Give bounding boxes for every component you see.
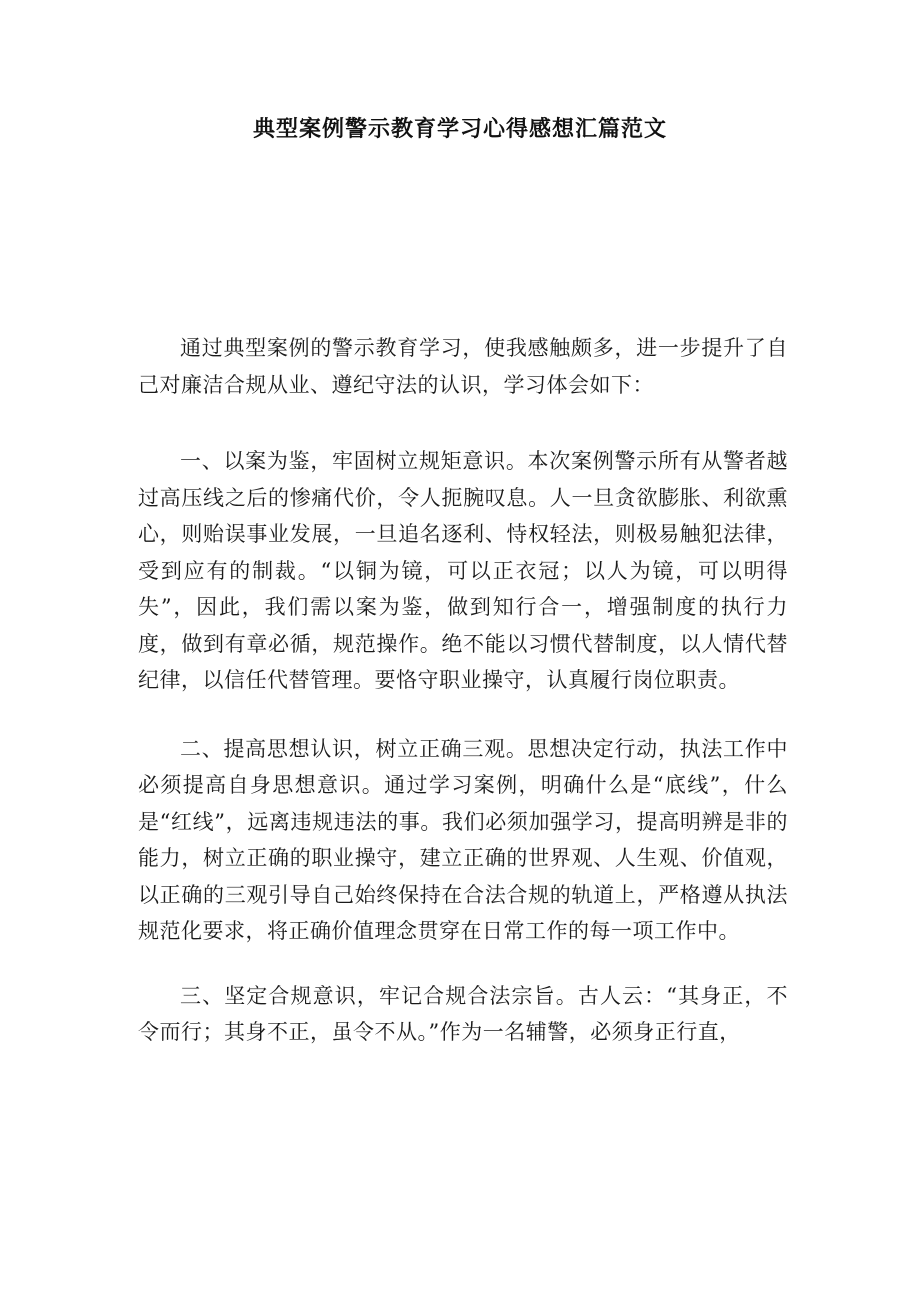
- paragraph-section-1: 一、以案为鉴，牢固树立规矩意识。本次案例警示所有从警者越过高压线之后的惨痛代价，令人扼腕叹息。人一旦贪欲膨胀、利欲熏心，则贻误事业发展，一旦追名逐利、恃权轻法，则极易触犯法律，受到应有的制裁。“以铜为镜，可以正衣冠；以人为镜，可以明得失”，因此，我们需以案为鉴，做到知行合一，增强制度的执行力度，做到有章必循，规范操作。绝不能以习惯代替制度，以人情代替纪律，以信任代替管理。要恪守职业操守，认真履行岗位职责。: [138, 449, 788, 692]
- paragraph-intro: 通过典型案例的警示教育学习，使我感触颇多，进一步提升了自己对廉洁合规从业、遵纪守法的认识，学习体会如下：: [138, 336, 788, 397]
- document-title: 典型案例警示教育学习心得感想汇篇范文: [252, 117, 667, 142]
- document-body: [138, 330, 788, 1051]
- paragraph-section-2: 二、提高思想认识，树立正确三观。思想决定行动，执法工作中必须提高自身思想意识。通过学习案例，明确什么是“底线”，什么是“红线”，远离违规违法的事。我们必须加强学习，提高明辨是非的能力，树立正确的职业操守，建立正确的世界观、人生观、价值观，以正确的三观引导自己始终保持在合法合规的轨道上，严格遵从执法规范化要求，将正确价值理念贯穿在日常工作的每一项工作中。: [138, 736, 788, 943]
- paragraph-section-3: 三、坚定合规意识，牢记合规合法宗旨。古人云：“其身正，不令而行；其身不正，虽令不从。”作为一名辅警，必须身正行直，: [138, 983, 788, 1044]
